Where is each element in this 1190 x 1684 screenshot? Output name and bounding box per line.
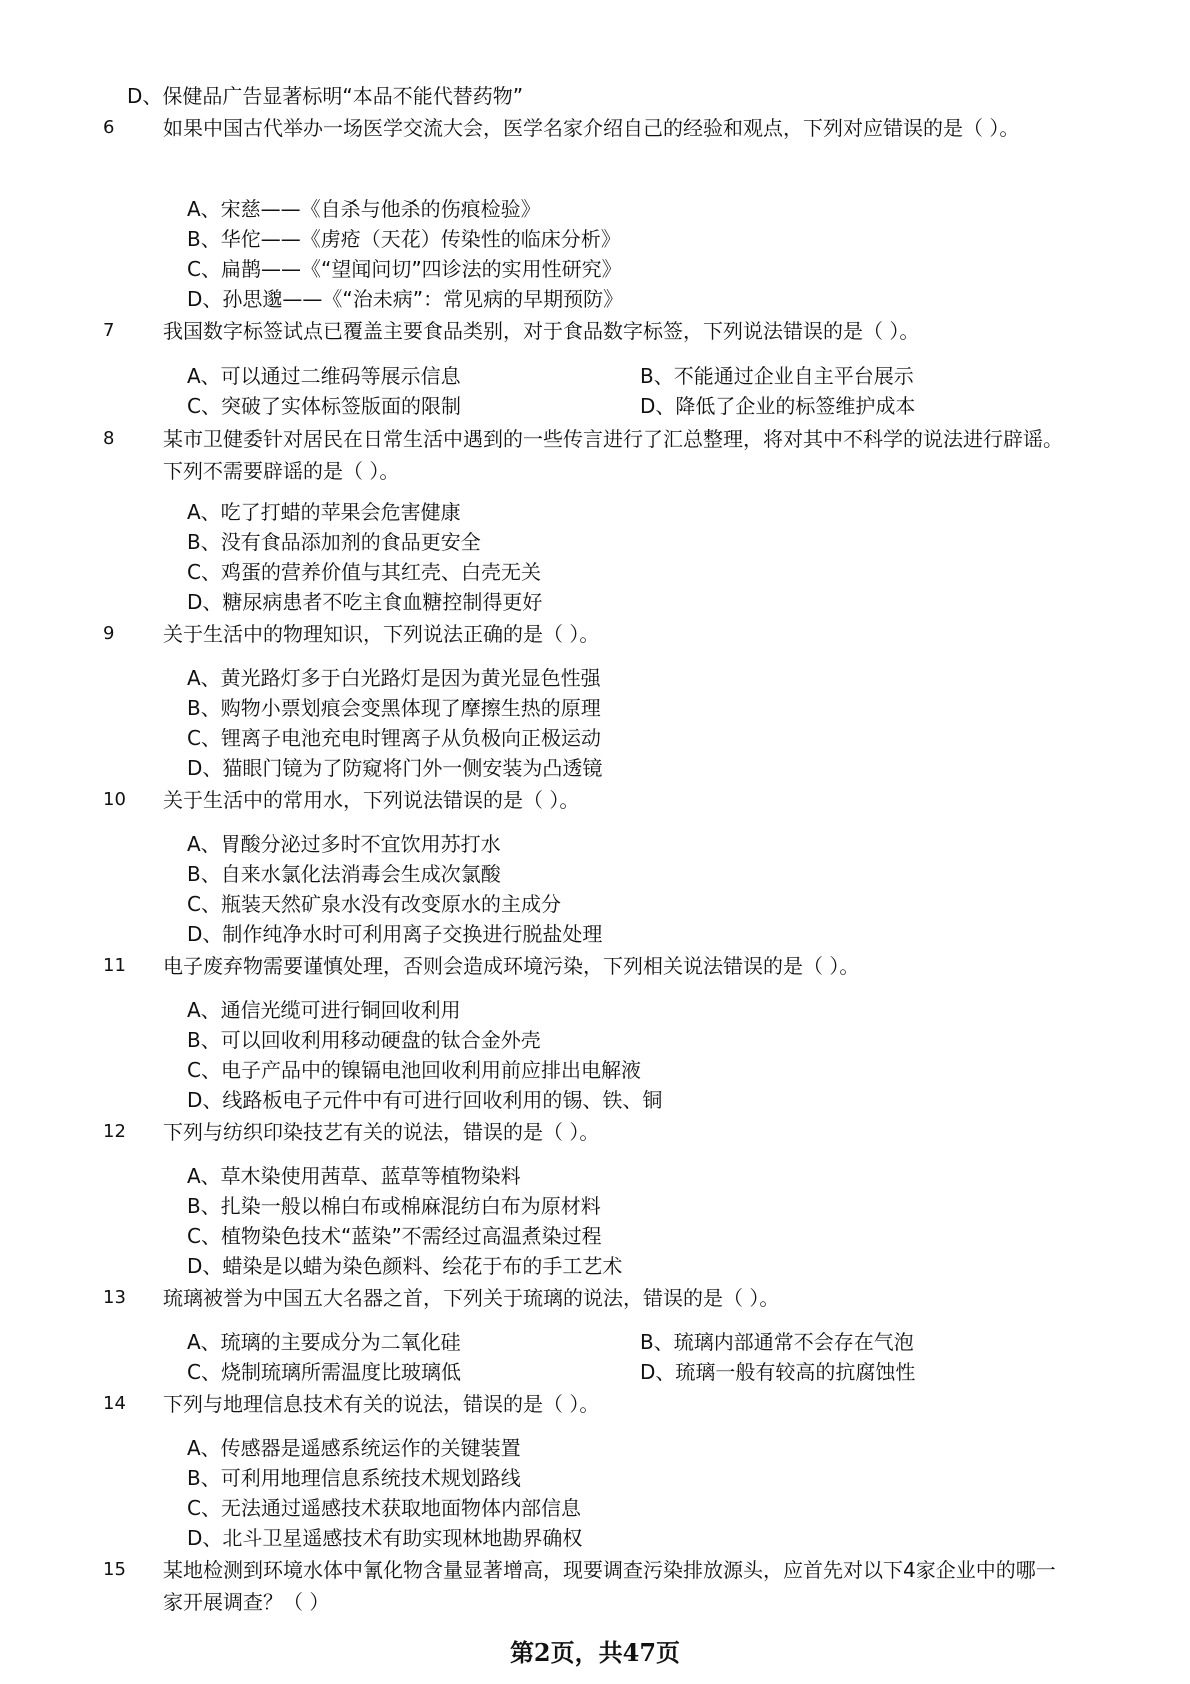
option-text: B、不能通过企业自主平台展示 [640, 364, 914, 388]
question-number: 12 [103, 1121, 126, 1142]
question-stem: 某市卫健委针对居民在日常生活中遇到的一些传言进行了汇总整理，将对其中不科学的说法进行辟谣。下列不需要辟谣的是（ ）。 [163, 427, 1063, 483]
option-text: D、线路板电子元件中有可进行回收利用的锡、铁、铜 [187, 1088, 663, 1112]
question-number: 10 [103, 789, 126, 810]
option-text: D、制作纯净水时可利用离子交换进行脱盐处理 [187, 922, 603, 946]
question-stem: 关于生活中的常用水，下列说法错误的是（ ）。 [163, 788, 580, 812]
option-text: C、烧制琉璃所需温度比玻璃低 [187, 1360, 461, 1384]
option-text: C、植物染色技术“蓝染”不需经过高温煮染过程 [187, 1224, 602, 1248]
option-text: D、蜡染是以蜡为染色颜料、绘花于布的手工艺术 [187, 1254, 623, 1278]
question-stem: 我国数字标签试点已覆盖主要食品类别，对于食品数字标签，下列说法错误的是（ ）。 [163, 319, 920, 343]
option-text: B、自来水氯化法消毒会生成次氯酸 [187, 862, 501, 886]
option-text: B、华佗——《虏疮（天花）传染性的临床分析》 [187, 227, 621, 251]
option-text: A、吃了打蜡的苹果会危害健康 [187, 500, 461, 524]
option-text: A、传感器是遥感系统运作的关键装置 [187, 1436, 521, 1460]
option-text: A、可以通过二维码等展示信息 [187, 364, 461, 388]
question-stem: 下列与纺织印染技艺有关的说法，错误的是（ ）。 [163, 1120, 600, 1144]
question-stem: 如果中国古代举办一场医学交流大会，医学名家介绍自己的经验和观点，下列对应错误的是（ ）。 [163, 116, 1020, 140]
option-text: A、黄光路灯多于白光路灯是因为黄光显色性强 [187, 666, 601, 690]
option-text: B、没有食品添加剂的食品更安全 [187, 530, 481, 554]
question-stem: 某地检测到环境水体中氰化物含量显著增高，现要调查污染排放源头，应首先对以下4家企业中的哪一家开展调查？（ ） [163, 1558, 1056, 1614]
option-text: D、降低了企业的标签维护成本 [640, 394, 916, 418]
question-stem: 关于生活中的物理知识，下列说法正确的是（ ）。 [163, 622, 600, 646]
question-number: 6 [103, 117, 115, 138]
option-text: A、胃酸分泌过多时不宜饮用苏打水 [187, 832, 501, 856]
option-text: B、可以回收利用移动硬盘的钛合金外壳 [187, 1028, 541, 1052]
option-text: B、购物小票划痕会变黑体现了摩擦生热的原理 [187, 696, 601, 720]
question-number: 13 [103, 1287, 126, 1308]
option-text: A、草木染使用茜草、蓝草等植物染料 [187, 1164, 521, 1188]
question-number: 11 [103, 955, 126, 976]
question-stem: 下列与地理信息技术有关的说法，错误的是（ ）。 [163, 1392, 600, 1416]
question-stem: 电子废弃物需要谨慎处理，否则会造成环境污染，下列相关说法错误的是（ ）。 [163, 954, 860, 978]
option-text: C、鸡蛋的营养价值与其红壳、白壳无关 [187, 560, 541, 584]
option-text: C、无法通过遥感技术获取地面物体内部信息 [187, 1496, 581, 1520]
option-text: D、保健品广告显著标明“本品不能代替药物” [127, 84, 524, 108]
question-number: 7 [103, 320, 115, 341]
page-indicator: 第2页，共47页 [509, 1638, 681, 1667]
question-number: 15 [103, 1559, 126, 1580]
option-text: C、锂离子电池充电时锂离子从负极向正极运动 [187, 726, 601, 750]
option-text: D、孙思邈——《“治未病”：常见病的早期预防》 [187, 287, 624, 311]
option-text: B、琉璃内部通常不会存在气泡 [640, 1330, 914, 1354]
option-text: B、扎染一般以棉白布或棉麻混纺白布为原材料 [187, 1194, 601, 1218]
question-stem: 琉璃被誉为中国五大名器之首，下列关于琉璃的说法，错误的是（ ）。 [163, 1286, 780, 1310]
option-text: A、宋慈——《自杀与他杀的伤痕检验》 [187, 197, 541, 221]
question-number: 9 [103, 623, 115, 644]
option-text: D、猫眼门镜为了防窥将门外一侧安装为凸透镜 [187, 756, 603, 780]
option-text: D、北斗卫星遥感技术有助实现林地勘界确权 [187, 1526, 583, 1550]
option-text: C、扁鹊——《“望闻问切”四诊法的实用性研究》 [187, 257, 622, 281]
option-text: C、突破了实体标签版面的限制 [187, 394, 461, 418]
option-text: A、通信光缆可进行铜回收利用 [187, 998, 461, 1022]
option-text: D、琉璃一般有较高的抗腐蚀性 [640, 1360, 916, 1384]
option-text: A、琉璃的主要成分为二氧化硅 [187, 1330, 461, 1354]
option-text: B、可利用地理信息系统技术规划路线 [187, 1466, 521, 1490]
question-number: 14 [103, 1393, 126, 1414]
option-text: D、糖尿病患者不吃主食血糖控制得更好 [187, 590, 543, 614]
option-text: C、瓶装天然矿泉水没有改变原水的主成分 [187, 892, 561, 916]
option-text: C、电子产品中的镍镉电池回收利用前应排出电解液 [187, 1058, 641, 1082]
question-number: 8 [103, 428, 115, 449]
